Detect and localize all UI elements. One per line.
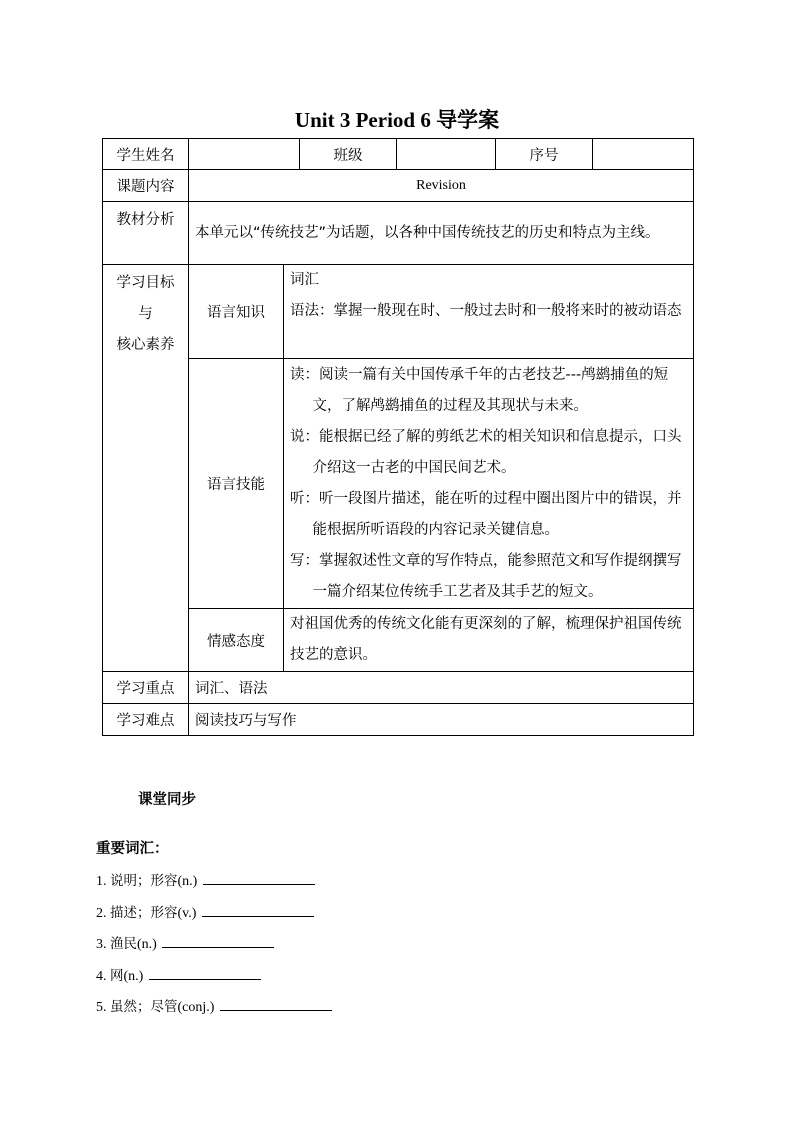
- knowledge-content: [284, 265, 694, 359]
- knowledge-label: 语言知识: [189, 265, 284, 359]
- vocab-item: [96, 995, 332, 1027]
- class-label: 班级: [300, 139, 397, 170]
- objectives-label: [103, 265, 189, 672]
- skills-content: [284, 359, 694, 609]
- emotion-text: 对祖国优秀的传统文化能有更深刻的了解，梳理保护祖国传统技艺的意识。: [284, 609, 694, 672]
- student-name-cell[interactable]: [189, 139, 300, 170]
- vocab-answer-blank[interactable]: [203, 870, 315, 885]
- topic-value: Revision: [189, 170, 694, 202]
- vocab-list: [96, 869, 332, 1027]
- row-skills: [103, 359, 694, 609]
- vocab-answer-blank[interactable]: [162, 933, 274, 948]
- vocab-pos: (n.): [177, 874, 198, 889]
- skill-speaking: 说：能根据已经了解的剪纸艺术的相关知识和信息提示，口头介绍这一古老的中国民间艺术。: [290, 429, 682, 476]
- analysis-text: 本单元以“传统技艺”为话题，以各种中国传统技艺的历史和特点为主线。: [189, 202, 694, 265]
- objectives-label-line: 与: [138, 306, 153, 322]
- vocab-answer-blank[interactable]: [220, 996, 332, 1011]
- vocab-pos: (n.): [123, 968, 144, 984]
- row-topic: [103, 170, 694, 202]
- focus-label: 学习重点: [103, 672, 189, 704]
- student-name-label: 学生姓名: [103, 139, 189, 170]
- vocab-meaning: 虽然；尽管: [110, 999, 178, 1015]
- vocab-number: 5.: [96, 1000, 107, 1015]
- vocab-meaning: 网: [110, 967, 124, 984]
- objectives-label-line: 核心素养: [116, 337, 175, 353]
- vocab-heading: 重要词汇：: [96, 841, 169, 857]
- vocab-item: [96, 964, 332, 996]
- knowledge-line: 语法：掌握一般现在时、一般过去时和一般将来时的被动语态: [290, 303, 682, 319]
- topic-label: 课题内容: [103, 170, 189, 202]
- seat-label: 序号: [496, 139, 593, 170]
- vocab-meaning: 说明；形容: [110, 873, 178, 889]
- vocab-number: 2.: [96, 905, 107, 921]
- vocab-answer-blank[interactable]: [149, 965, 261, 980]
- difficulty-value: 阅读技巧与写作: [189, 704, 694, 736]
- vocab-number: 1.: [96, 874, 107, 889]
- analysis-label: 教材分析: [103, 202, 189, 265]
- skills-label: 语言技能: [189, 359, 284, 609]
- row-knowledge: [103, 265, 694, 359]
- skill-listening: 听：听一段图片描述，能在听的过程中圈出图片中的错误，并能根据所听语段的内容记录关键信息。: [290, 491, 682, 538]
- vocab-answer-blank[interactable]: [202, 902, 314, 917]
- class-cell[interactable]: [397, 139, 496, 170]
- row-difficulty: [103, 704, 694, 736]
- difficulty-label: 学习难点: [103, 704, 189, 736]
- section-title: 课堂同步: [138, 792, 196, 808]
- vocab-number: 3.: [96, 937, 107, 952]
- focus-value: 词汇、语法: [189, 672, 694, 704]
- emotion-label: 情感态度: [189, 609, 284, 672]
- skill-writing: 写：掌握叙述性文章的写作特点，能参照范文和写作提纲撰写一篇介绍某位传统手工艺者及其手艺的短文。: [290, 553, 682, 600]
- vocab-pos: (v.): [177, 905, 197, 921]
- vocab-pos: (n.): [137, 937, 157, 952]
- vocab-meaning: 描述；形容: [110, 904, 178, 921]
- seat-cell[interactable]: [593, 139, 694, 170]
- vocab-item: [96, 869, 332, 901]
- row-emotion: [103, 609, 694, 672]
- knowledge-line: 词汇: [290, 272, 319, 288]
- vocab-pos: (conj.): [177, 1000, 215, 1015]
- document-title: Unit 3 Period 6 导学案: [294, 108, 500, 132]
- vocab-number: 4.: [96, 968, 107, 984]
- row-student-info: [103, 139, 694, 170]
- skill-reading: 读：阅读一篇有关中国传承千年的古老技艺---鸬鹚捕鱼的短文，了解鸬鹚捕鱼的过程及其现状与未来。: [290, 367, 669, 414]
- row-focus: [103, 672, 694, 704]
- lesson-plan-table: [102, 138, 694, 736]
- objectives-label-line: 学习目标: [116, 275, 175, 291]
- vocab-item: [96, 932, 332, 964]
- vocab-meaning: 渔民: [110, 936, 137, 952]
- row-analysis: [103, 202, 694, 265]
- vocab-item: [96, 901, 332, 933]
